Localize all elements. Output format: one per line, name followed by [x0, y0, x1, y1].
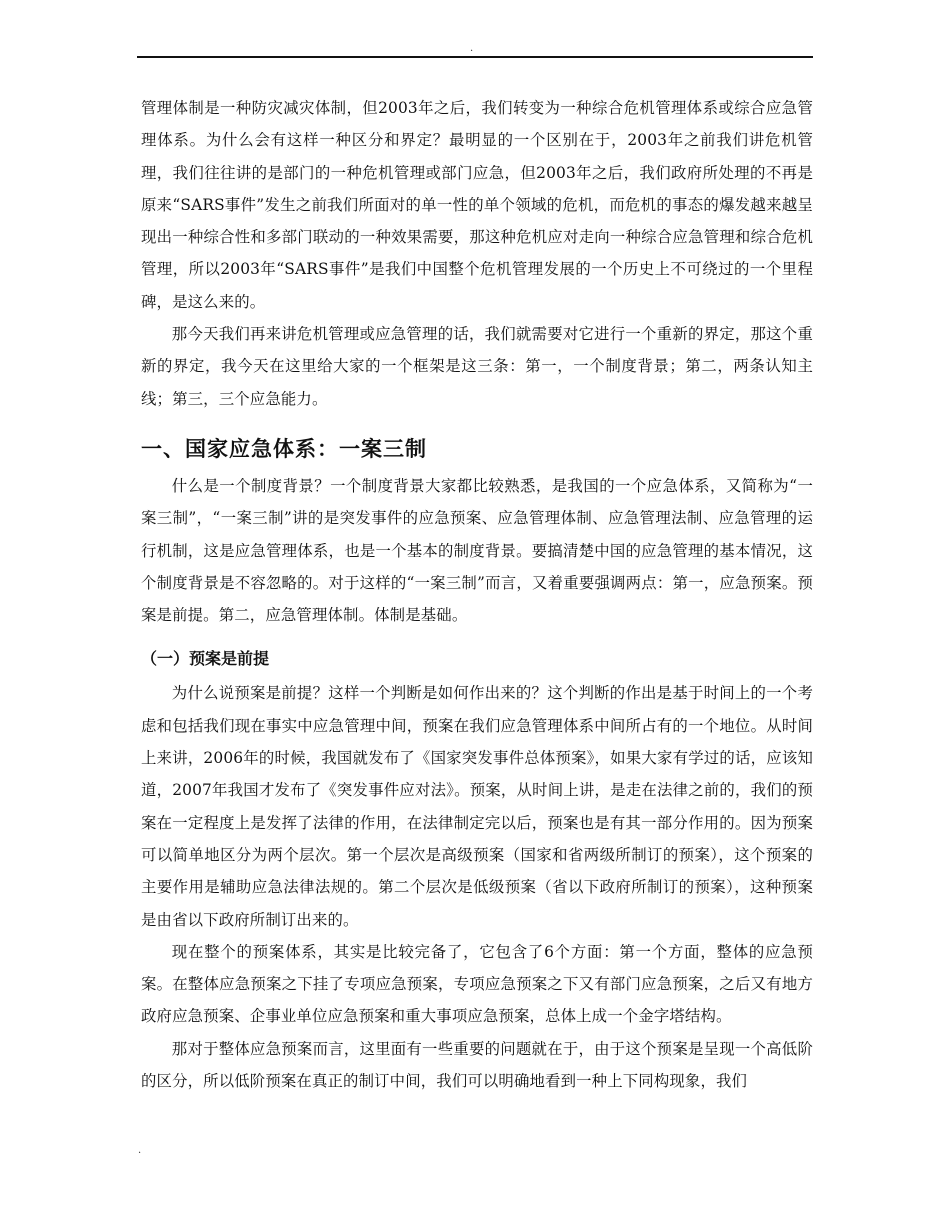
- section-heading: 一、国家应急体系：一案三制: [141, 436, 427, 461]
- paragraph-institutional-background: 什么是一个制度背景？一个制度背景大家都比较熟悉，是我国的一个应急体系，又简称为“一案三制”，“一案三制”讲的是突发事件的应急预案、应急管理体制、应急管理法制、应急管理的运行机制，这是应急管理体系，也是一个基本的制度背景。要搞清楚中国的应急管理的基本情况，这个制度背景是不容忽略的。对于这样的“一案三制”而言，又着重要强调两点：第一，应急预案。预案是前提。第二，应急管理体制。体制是基础。: [141, 476, 813, 625]
- document-body: [141, 92, 813, 1097]
- subsection-heading: （一）预案是前提: [141, 649, 270, 669]
- paragraph-plan-premise: 为什么说预案是前提？这样一个判断是如何作出来的？这个判断的作出是基于时间上的一个考虑和包括我们现在事实中应急管理中间，预案在我们应急管理体系中间所占有的一个地位。从时间上来讲，2006年的时候，我国就发布了《国家突发事件总体预案》，如果大家有学过的话，应该知道，2007年我国才发布了《突发事件应对法》。预案，从时间上讲，是走在法律之前的，我们的预案在一定程度上是发挥了法律的作用，在法律制定完以后，预案也是有其一部分作用的。因为预案可以简单地区分为两个层次。第一个层次是高级预案（国家和省两级所制订的预案），这个预案的主要作用是辅助应急法律法规的。第二个层次是低级预案（省以下政府所制订的预案），这种预案是由省以下政府所制订出来的。: [141, 684, 813, 929]
- header-rule: [137, 56, 813, 58]
- footer-mark: .: [138, 1145, 142, 1156]
- paragraph-framework: 那今天我们再来讲危机管理或应急管理的话，我们就需要对它进行一个重新的界定，那这个重新的界定，我今天在这里给大家的一个框架是这三条：第一，一个制度背景；第二，两条认知主线；第三，三个应急能力。: [141, 325, 813, 408]
- paragraph-plan-system: 现在整个的预案体系，其实是比较完备了，它包含了6个方面：第一个方面，整体的应急预案。在整体应急预案之下挂了专项应急预案，专项应急预案之下又有部门应急预案，之后又有地方政府应急预案、企事业单位应急预案和重大事项应急预案，总体上成一个金字塔结构。: [141, 942, 813, 1026]
- header-mark: .: [470, 43, 474, 54]
- paragraph-plan-levels: 那对于整体应急预案而言，这里面有一些重要的问题就在于，由于这个预案是呈现一个高低阶的区分，所以低阶预案在真正的制订中间，我们可以明确地看到一种上下同构现象，我们: [141, 1039, 813, 1091]
- paragraph-continued: 管理体制是一种防灾减灾体制，但2003年之后，我们转变为一种综合危机管理体系或综合应急管理体系。为什么会有这样一种区分和界定？最明显的一个区别在于，2003年之前我们讲危机管理，我们往往讲的是部门的一种危机管理或部门应急，但2003年之后，我们政府所处理的不再是原来“SARS事件”发生之前我们所面对的单一性的单个领域的危机，而危机的事态的爆发越来越呈现出一种综合性和多部门联动的一种效果需要，那这种危机应对走向一种综合应急管理和综合危机管理，所以2003年“SARS事件”是我们中国整个危机管理发展的一个历史上不可绕过的一个里程碑，是这么来的。: [141, 99, 813, 311]
